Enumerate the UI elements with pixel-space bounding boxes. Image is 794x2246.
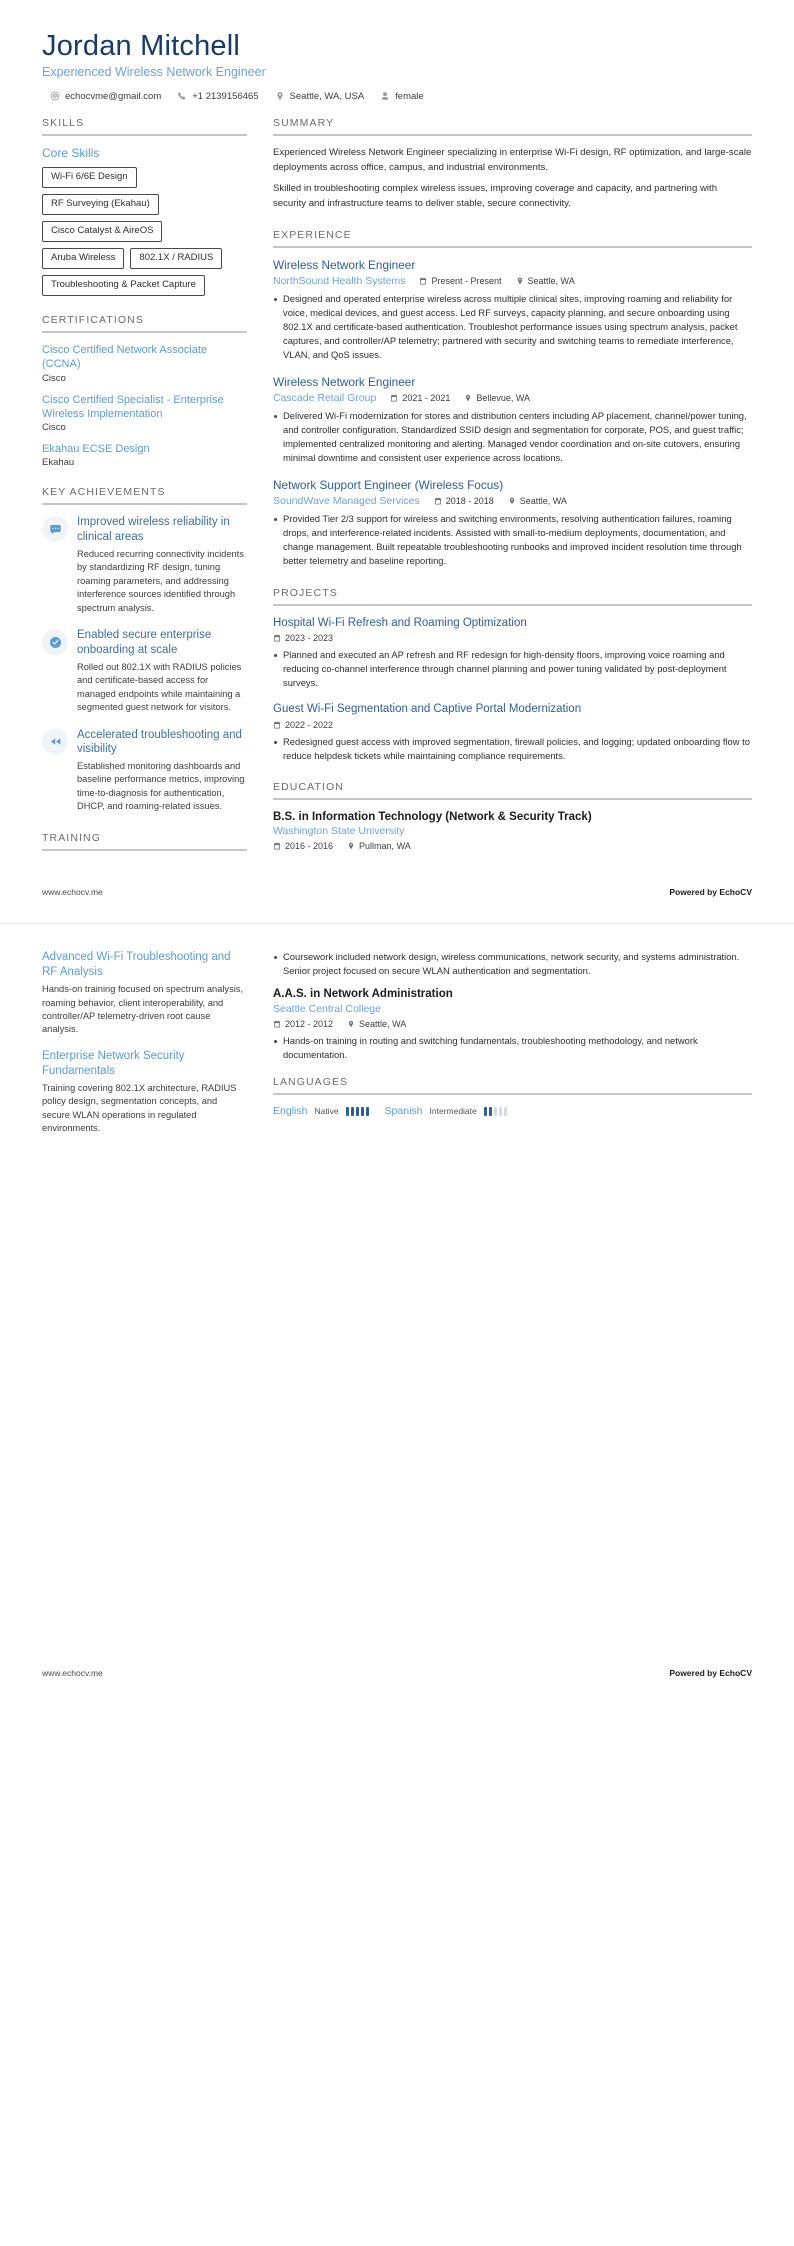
achievement-title: Accelerated troubleshooting and visibility [77,728,242,756]
job-location-text: Bellevue, WA [476,392,531,403]
certification-issuer: Cisco [42,422,66,434]
achievement-description: Reduced recurring connectivity incidents by standardizing RF design, tuning roaming parameters, and addressing interference sources identified through spectrum analysis. [77,548,244,613]
education-degree: B.S. in Information Technology (Network & Security Track) [273,810,592,823]
project-dates-text: 2022 - 2022 [285,719,334,730]
calendar-icon [273,634,281,642]
skills-section [42,117,247,296]
achievement-title: Improved wireless reliability in clinical areas [77,516,230,544]
language-rating-dots [484,1107,507,1116]
contact-email[interactable] [50,91,161,101]
education-degree: A.A.S. in Network Administration [273,988,453,1001]
job-company: Cascade Retail Group [273,391,377,404]
job-meta [273,495,752,507]
certification-item [42,442,247,468]
job-bullet: Provided Tier 2/3 support for wireless and switching environments, resolving authentication failures, roaming drops, and interference-related incidents. Assisted with small-to-medium deployments, documentation, and change management. Built repeatable troubleshooting runbooks and improved incident resolution time through better telemetry and baseline reporting. [273,512,752,568]
education-dates-text: 2012 - 2012 [285,1018,334,1029]
education-location-text: Pullman, WA [359,841,411,852]
certification-issuer: Cisco [42,372,66,384]
achievement-icon-wrap [42,729,68,755]
rewind-icon [49,735,62,748]
language-level: Intermediate [429,1106,477,1117]
page-2-whitespace [0,1148,794,1668]
project-title: Hospital Wi-Fi Refresh and Roaming Optimization [273,616,527,629]
languages-section-title: LANGUAGES [273,1076,349,1089]
job-dates [390,393,450,403]
project-bullet: Planned and executed an AP refresh and RF redesign for high-density floors, improving voice roaming and reducing co-channel interference through channel planning and power tuning validated by post-deployment surveys. [273,648,752,690]
calendar-icon [273,842,281,850]
training-item [42,1049,247,1136]
education-bullets [273,950,752,978]
certification-issuer: Ekahau [42,457,75,469]
two-column-body-continued [42,950,752,1148]
achievement-body [77,728,247,814]
achievement-title: Enabled secure enterprise onboarding at scale [77,629,212,656]
person-icon [380,91,390,101]
skill-tag: Cisco Catalyst & AireOS [42,221,162,242]
job-location-text: Seattle, WA [527,275,575,286]
education-dates [273,841,333,851]
phone-icon [177,91,187,101]
project-dates [273,633,333,643]
projects-divider [273,604,752,606]
contact-gender [380,91,424,101]
calendar-icon [434,497,442,505]
location-icon [347,842,355,850]
project-dates-text: 2023 - 2023 [285,632,334,643]
footer-powered-by: Powered by EchoCV [669,887,752,898]
job-meta [273,275,752,287]
education-dates-text: 2016 - 2016 [285,841,334,852]
achievement-item [42,728,247,814]
page-2-footer [0,1668,794,1698]
contact-gender-text: female [395,90,424,102]
calendar-icon [390,394,398,402]
education-section-title: EDUCATION [273,780,344,793]
language-item [385,1105,507,1117]
contact-location [275,91,365,101]
education-location [347,841,411,851]
candidate-headline: Experienced Wireless Network Engineer [42,65,266,80]
location-icon [508,497,516,505]
summary-section-title: SUMMARY [273,117,335,130]
project-bullets [273,648,752,690]
education-bullet: Hands-on training in routing and switching fundamentals, troubleshooting methodology, and network documentation. [273,1034,752,1062]
skills-divider [42,134,247,136]
education-dates [273,1019,333,1029]
achievement-icon-wrap [42,629,68,655]
footer-site[interactable]: www.echocv.me [42,1667,103,1678]
certifications-section-title: CERTIFICATIONS [42,313,144,326]
left-column [42,117,247,869]
summary-paragraph: Experienced Wireless Network Engineer specializing in enterprise Wi-Fi design, RF optimization, and large-scale deployments across office, campus, and industrial environments. [273,147,752,173]
location-icon [275,91,285,101]
page-2 [0,950,794,1148]
certifications-section [42,314,247,468]
certification-item [42,393,247,434]
key-achievements-section [42,486,247,813]
education-bullet: Coursework included network design, wireless communications, network security, and systems administration. Senior project focused on secure WLAN authentication and segmentation. [273,950,752,978]
right-column [273,117,752,869]
project-bullets [273,735,752,763]
project-title: Guest Wi-Fi Segmentation and Captive Portal Modernization [273,703,582,716]
job-title: Wireless Network Engineer [273,257,416,272]
skill-tag: 802.1X / RADIUS [130,248,222,269]
chat-bubble-icon [49,523,62,536]
project-meta [273,633,752,643]
experience-item [273,375,752,465]
certification-name: Cisco Certified Specialist - Enterprise Wireless Implementation [42,393,224,420]
page-1-footer [0,887,794,897]
job-title: Network Support Engineer (Wireless Focus) [273,478,504,493]
location-icon [347,1020,355,1028]
job-bullet: Designed and operated enterprise wireless across multiple clinical sites, improving roaming and reliability for voice, medical devices, and guest access. Led RF surveys, capacity planning, and secure onboarding using 802.1X and certificate-based authentication. Troubleshot performance issues using spectrum analysis, packet captures, and controller/AP telemetry; partnered with security and switching teams to remediate interference, VLAN, and QoS issues. [273,292,752,363]
training-section-header [42,832,247,851]
skill-tag: Troubleshooting & Packet Capture [42,275,205,296]
training-divider [42,849,247,851]
skills-section-title: SKILLS [42,117,85,130]
job-bullets [273,409,752,465]
training-item [42,950,247,1037]
job-location-text: Seattle, WA [519,496,567,507]
project-item [273,616,752,691]
achievement-description: Rolled out 802.1X with RADIUS policies and certificate-based access for managed endpoints while maintaining a segmented guest network for visitors. [77,661,242,713]
job-bullets [273,292,752,363]
footer-site[interactable]: www.echocv.me [42,887,103,898]
certification-name: Cisco Certified Network Associate (CCNA) [42,343,208,371]
language-name: English [273,1105,308,1118]
job-location [516,276,575,286]
skills-group-label: Core Skills [42,146,100,161]
achievement-item [42,628,247,714]
summary-section [273,117,752,211]
training-description: Hands-on training focused on spectrum analysis, roaming behavior, client interoperability, and controller/AP telemetry-driven root cause analysis. [42,984,244,1035]
contact-email-text: echocvme@gmail.com [65,90,162,102]
experience-divider [273,246,752,248]
training-description: Training covering 802.1X architecture, RADIUS policy design, segmentation concepts, and secure WLAN operations in regulated environments. [42,1082,237,1134]
skill-tag: Aruba Wireless [42,248,124,269]
job-dates-text: 2018 - 2018 [445,496,494,507]
education-school: Washington State University [273,825,405,838]
job-title: Wireless Network Engineer [273,375,416,390]
key-achievements-divider [42,503,247,505]
footer-powered-by: Powered by EchoCV [669,1667,752,1678]
education-school: Seattle Central College [273,1002,381,1015]
certification-name: Ekahau ECSE Design [42,443,150,456]
language-level: Native [314,1106,339,1117]
resume-header [42,30,752,101]
contact-location-text: Seattle, WA, USA [289,90,365,102]
experience-section [273,229,752,569]
achievement-body [77,628,247,714]
language-item [273,1105,369,1117]
education-section [273,781,752,851]
job-company: NorthSound Health Systems [273,274,406,287]
job-meta [273,392,752,404]
location-icon [516,277,524,285]
job-bullets [273,512,752,568]
project-bullet: Redesigned guest access with improved segmentation, firewall policies, and logging; updated onboarding flow to reduce helpdesk tickets while maintaining compliance requirements. [273,735,752,763]
left-column-continued [42,950,247,1148]
job-bullet: Delivered Wi-Fi modernization for stores and distribution centers including AP placement, channel/power tuning, and controller configuration. Standardized SSID design and segmentation for corporate, POS, and guest traffic; implemented centralized monitoring and alerting. Managed vendor coordination and on-site cutovers, ensuring minimal downtime and consistent user experience across locations. [273,409,752,465]
language-rating-dots [346,1107,369,1116]
languages-list [273,1105,752,1117]
achievement-description: Established monitoring dashboards and baseline performance metrics, improving time-to-diagnosis for authentication, DHCP, and roaming-related issues. [77,760,245,812]
achievement-body [77,515,247,615]
contact-phone-text: +1 2139156465 [192,90,259,102]
job-dates [434,496,494,506]
education-location-text: Seattle, WA [359,1018,407,1029]
check-circle-icon [49,636,62,649]
key-achievements-section-title: KEY ACHIEVEMENTS [42,486,166,499]
summary-paragraph: Skilled in troubleshooting complex wireless issues, improving coverage and capacity, and partnering with security and infrastructure teams to deliver stable, secure connectivity. [273,183,718,209]
location-icon [464,394,472,402]
job-dates [419,276,501,286]
education-meta [273,1019,752,1029]
project-meta [273,720,752,730]
achievement-icon-wrap [42,516,68,542]
job-location [464,393,530,403]
skill-tag: Wi-Fi 6/6E Design [42,167,137,188]
job-company: SoundWave Managed Services [273,495,420,508]
candidate-name: Jordan Mitchell [42,30,241,62]
certifications-divider [42,331,247,333]
email-icon [50,91,60,101]
certification-item [42,343,247,384]
languages-divider [273,1093,752,1095]
project-item [273,702,752,763]
language-name: Spanish [384,1105,423,1118]
skill-tag: RF Surveying (Ekahau) [42,194,159,215]
projects-section [273,587,752,763]
training-name: Enterprise Network Security Fundamentals [42,1049,185,1077]
summary-divider [273,134,752,136]
right-column-continued [273,950,752,1135]
training-section-title: TRAINING [42,831,101,844]
job-location [508,496,567,506]
experience-item [273,258,752,362]
education-item [273,810,752,851]
experience-section-title: EXPERIENCE [273,228,352,241]
job-dates-text: Present - Present [431,275,502,286]
experience-item [273,478,752,568]
projects-section-title: PROJECTS [273,586,338,599]
education-location [347,1019,406,1029]
training-name: Advanced Wi-Fi Troubleshooting and RF Analysis [42,951,231,979]
calendar-icon [273,721,281,729]
education-meta [273,841,752,851]
contact-row [42,91,752,101]
page-1 [0,0,794,887]
calendar-icon [419,277,427,285]
education-item [273,987,752,1062]
project-dates [273,720,333,730]
contact-phone[interactable] [177,91,258,101]
education-bullets [273,1034,752,1062]
achievement-item [42,515,247,615]
two-column-body [42,117,752,869]
languages-section [273,1076,752,1117]
job-dates-text: 2021 - 2021 [402,392,451,403]
education-divider [273,798,752,800]
skills-tag-list [42,167,247,296]
calendar-icon [273,1020,281,1028]
